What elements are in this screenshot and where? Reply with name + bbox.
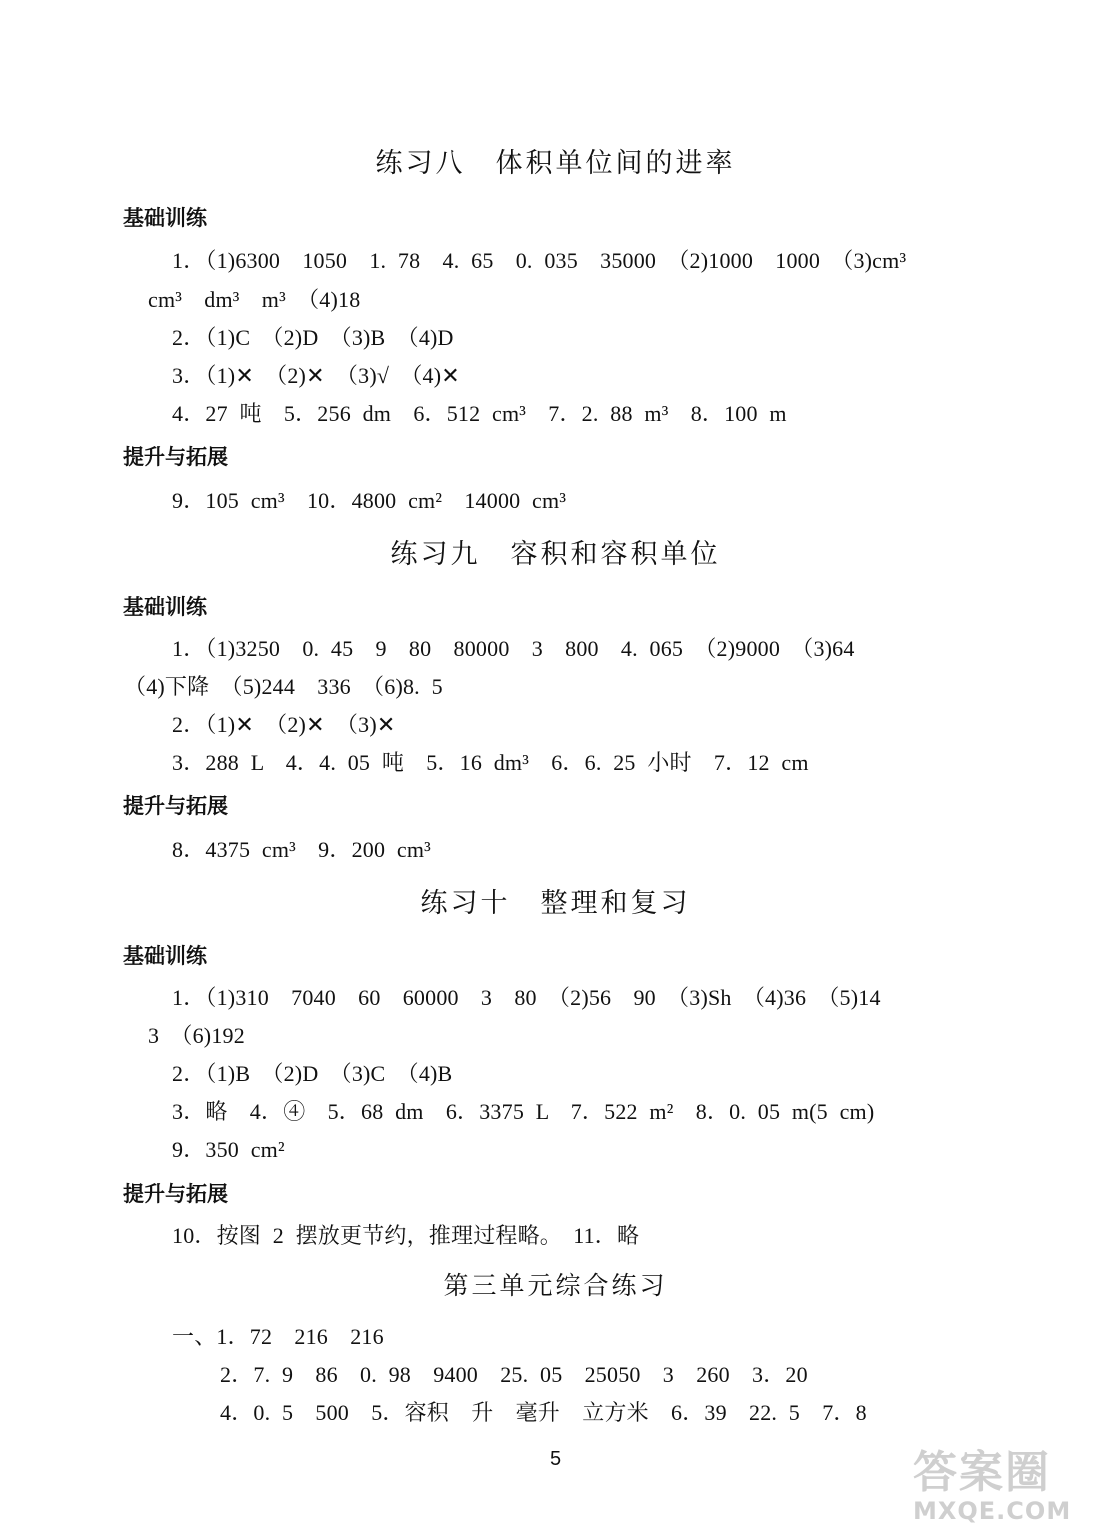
answer-line: 4．27 吨 5．256 dm 6．512 cm³ 7．2. 88 m³ 8．100 m: [172, 401, 787, 426]
watermark-url: MXQE.COM: [913, 1497, 1072, 1525]
answer-line: 3．288 L 4．4. 05 吨 5．16 dm³ 6．6. 25 小时 7．12 cm: [172, 750, 809, 775]
answer-line: 2．（1)✕ （2)✕ （3)✕: [172, 712, 396, 737]
answer-line: 9．350 cm²: [172, 1137, 285, 1162]
answer-line: 1．（1)3250 0. 45 9 80 80000 3 800 4. 065 （2)9000 （3)64: [172, 636, 855, 661]
section-heading-extend: 提升与拓展: [123, 445, 228, 469]
section-heading-basic: 基础训练: [123, 595, 207, 619]
answer-line: 4．0. 5 500 5．容积 升 毫升 立方米 6．39 22. 5 7．8: [220, 1400, 867, 1425]
answer-line: cm³ dm³ m³ （4)18: [148, 287, 361, 312]
answer-line: 3．略 4．④ 5．68 dm 6．3375 L 7．522 m² 8．0. 05 m(5 cm): [172, 1099, 875, 1124]
section-title: 练习八 体积单位间的进率: [375, 148, 736, 179]
section-heading-basic: 基础训练: [123, 944, 207, 968]
answer-line: 9．105 cm³ 10．4800 cm² 14000 cm³: [172, 488, 567, 513]
section-title: 练习九 容积和容积单位: [390, 539, 721, 570]
answer-line: 2．7. 9 86 0. 98 9400 25. 05 25050 3 260 3．20: [220, 1362, 808, 1387]
section-heading-extend: 提升与拓展: [123, 794, 228, 818]
answer-line: 3．（1)✕ （2)✕ （3)√ （4)✕: [172, 363, 460, 388]
answer-line: 2．（1)B （2)D （3)C （4)B: [172, 1061, 453, 1086]
watermark-logo: [913, 1448, 1103, 1530]
answer-line: 3 （6)192: [148, 1023, 245, 1048]
answer-line: 10．按图 2 摆放更节约，推理过程略。 11．略: [172, 1223, 640, 1248]
answer-line: 2．（1)C （2)D （3)B （4)D: [172, 325, 454, 350]
answer-line: 1．（1)6300 1050 1. 78 4. 65 0. 035 35000 （2)1000 1000 （3)cm³: [172, 248, 907, 273]
section-heading-extend: 提升与拓展: [123, 1182, 228, 1206]
watermark-text: 答案圈: [913, 1447, 1051, 1498]
answer-line: 8．4375 cm³ 9．200 cm³: [172, 837, 431, 862]
page-number: 5: [549, 1448, 562, 1470]
section-title: 第三单元综合练习: [443, 1271, 668, 1300]
section-title: 练习十 整理和复习: [420, 888, 691, 919]
section-heading-basic: 基础训练: [123, 206, 207, 230]
answer-line: 1．（1)310 7040 60 60000 3 80 （2)56 90 （3)Sh （4)36 （5)14: [172, 985, 881, 1010]
answer-line: 一、1．72 216 216: [172, 1324, 384, 1349]
answer-line: （4)下降 （5)244 336 （6)8. 5: [124, 674, 443, 699]
